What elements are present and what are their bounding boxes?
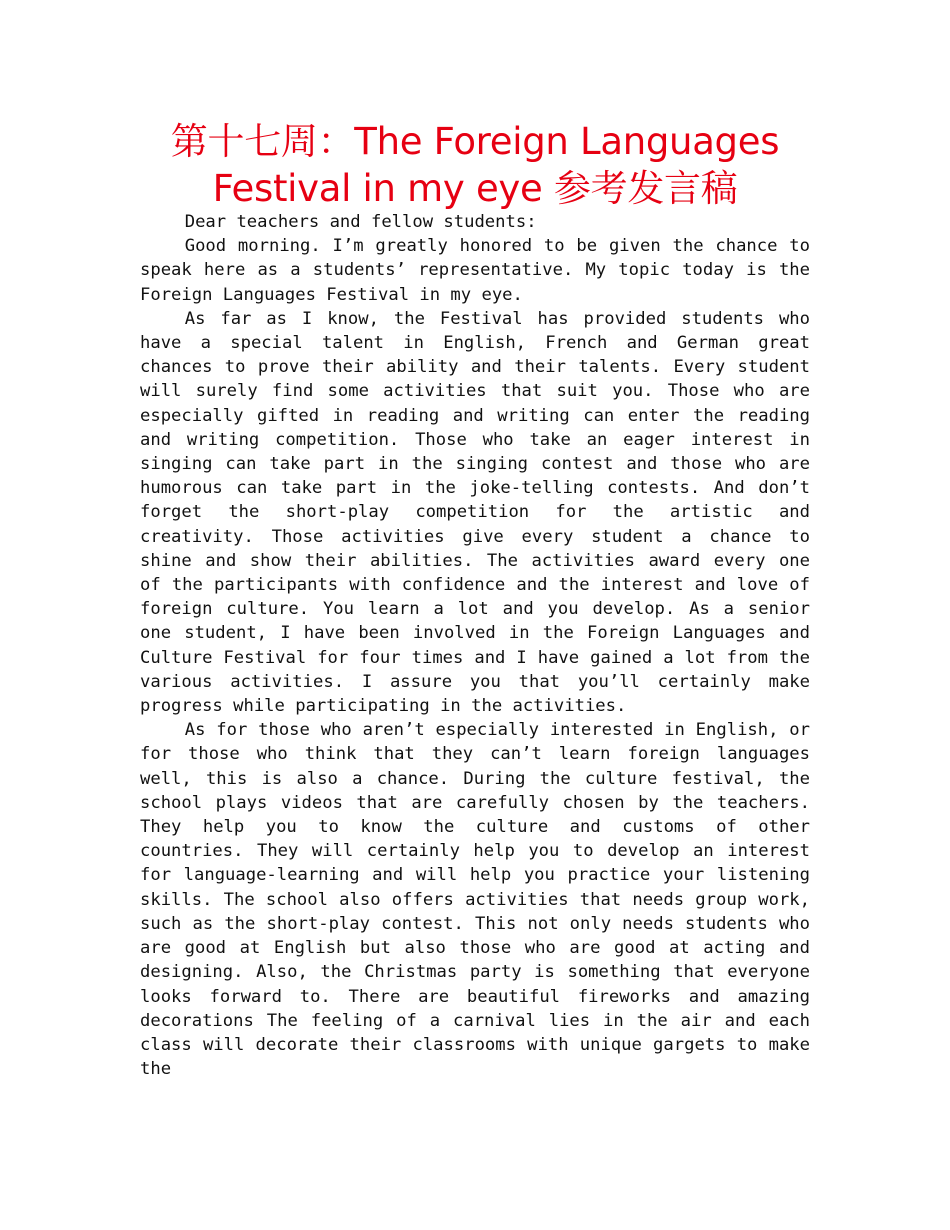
page-title	[140, 118, 810, 212]
document-page	[140, 118, 810, 1081]
culture-paragraph: As for those who aren’t especially interested in English, or for those who think that they can’t learn foreign languages well, this is also a chance. During the culture festival, the school plays videos that are carefully chosen by the teachers. They help you to know the culture and customs of other countries. They will certainly help you to develop an interest for language-learning and will help you practice your listening skills. The school also offers activities that needs group work, such as the short-play contest. This not only needs students who are good at English but also those who are good at acting and designing. Also, the Christmas party is something that everyone looks forward to. There are beautiful fireworks and amazing decorations The feeling of a carnival lies in the air and each class will decorate their classrooms with unique gargets to make the	[140, 720, 810, 1080]
title-line-1: 第十七周：The Foreign Languages	[170, 120, 780, 163]
intro-paragraph: Good morning. I’m greatly honored to be given the chance to speak here as a students’ representative. My topic today is the Foreign Languages Festival in my eye.	[140, 236, 810, 305]
title-line-2: Festival in my eye 参考发言稿	[212, 167, 738, 210]
activities-paragraph: As far as I know, the Festival has provided students who have a special talent in English, French and German great chances to prove their ability and their talents. Every student will surely find some activities that suit you. Those who are especially gifted in reading and writing can enter the reading and writing competition. Those who take an eager interest in singing can take part in the singing contest and those who are humorous can take part in the joke-telling contests. And don’t forget the short-play competition for the artistic and creativity. Those activities give every student a chance to shine and show their abilities. The activities award every one of the participants with confidence and the interest and love of foreign culture. You learn a lot and you develop. As a senior one student, I have been involved in the Foreign Languages and Culture Festival for four times and I have gained a lot from the various activities. I assure you that you’ll certainly make progress while participating in the activities.	[140, 308, 810, 717]
salutation-paragraph: Dear teachers and fellow students:	[184, 212, 537, 232]
speech-body	[140, 210, 810, 1081]
